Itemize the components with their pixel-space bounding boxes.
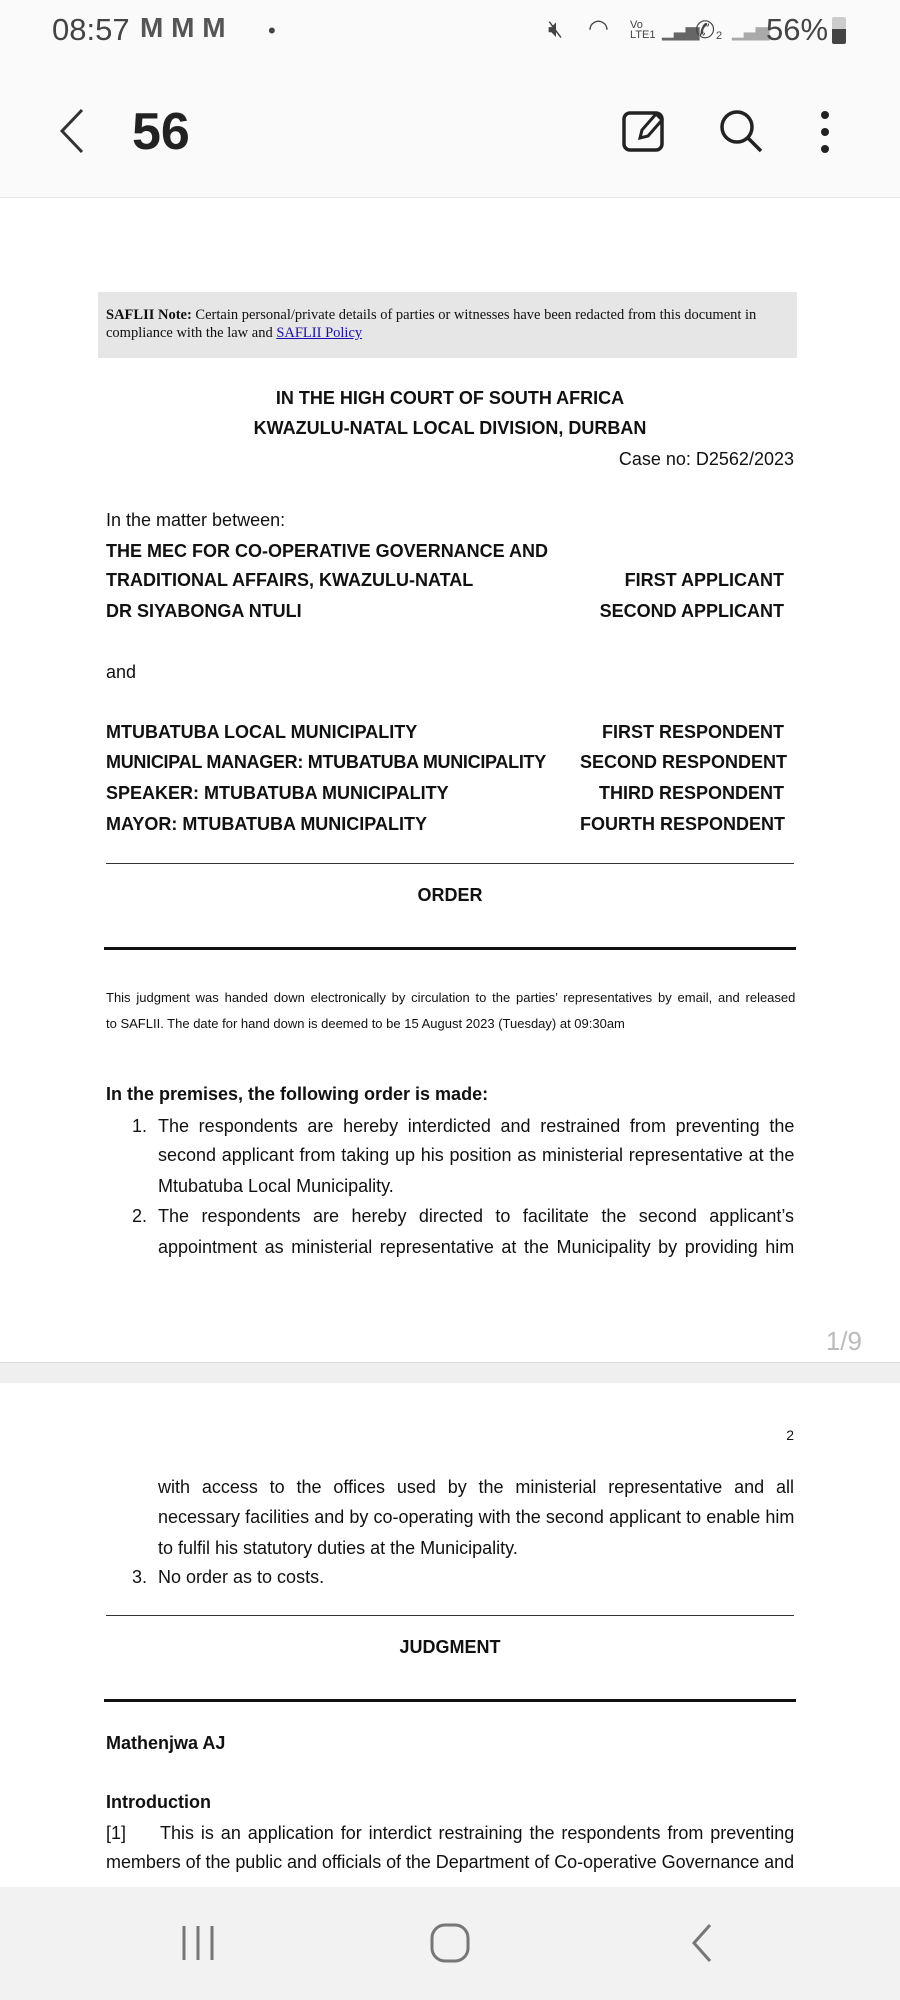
court-name: IN THE HIGH COURT OF SOUTH AFRICA: [275, 388, 625, 408]
respondent-name: SPEAKER: MTUBATUBA MUNICIPALITY: [106, 783, 449, 803]
clock: 08:57: [52, 12, 130, 47]
handdown-notice: to SAFLII. The date for hand down is deemed to be 15 August 2023 (Tuesday) at 09:30am: [106, 1016, 625, 1031]
divider-thick: [104, 947, 796, 950]
list-number: 3.: [132, 1567, 148, 1587]
pdf-page-1: [0, 199, 900, 1361]
applicant-role: FIRST APPLICANT: [624, 570, 784, 590]
order-item-line: to fulfil his statutory duties at the Municipality.: [158, 1538, 518, 1558]
signal-2-icon: ▁▃▅: [732, 20, 768, 40]
order-item-line: with access to the offices used by the ministerial representative and all: [158, 1477, 794, 1497]
page-separator: [0, 1362, 900, 1383]
saflii-policy-link[interactable]: SAFLII Policy: [276, 325, 363, 341]
note-text: Certain personal/private details of parties or witnesses have been redacted from this document in compliance with the law and: [106, 307, 757, 341]
applicant-role: SECOND APPLICANT: [599, 601, 784, 621]
list-number: 2.: [132, 1206, 148, 1226]
signal-icon: ▁▃▅: [662, 20, 698, 40]
paragraph-number: [1]: [106, 1823, 127, 1843]
applicant-name: DR SIYABONGA NTULI: [106, 601, 302, 621]
page-number: 2: [786, 1427, 794, 1443]
sim2-label: 2: [716, 30, 723, 42]
order-item-line: Mtubatuba Local Municipality.: [158, 1176, 394, 1196]
respondent-name: MUNICIPAL MANAGER: MTUBATUBA MUNICIPALITY: [106, 752, 546, 772]
page-count-title: 56: [132, 103, 190, 161]
navigation-bar: [0, 1887, 900, 2000]
battery-icon: [832, 17, 846, 44]
respondent-role: FOURTH RESPONDENT: [580, 814, 786, 834]
gmail-notification-icons: M M M: [140, 12, 226, 43]
judgment-heading: JUDGMENT: [399, 1637, 501, 1657]
respondent-role: SECOND RESPONDENT: [580, 752, 788, 772]
order-item-line: necessary facilities and by co-operating with the second applicant to enable him: [158, 1507, 795, 1527]
notification-dot: •: [268, 18, 276, 43]
wifi-calling-icon: ✆: [695, 17, 716, 44]
recent-apps-icon[interactable]: [180, 1924, 216, 1962]
divider: [106, 1615, 794, 1616]
introduction-heading: Introduction: [106, 1792, 211, 1812]
page-indicator: 1/9: [825, 1326, 862, 1356]
saflii-note: [98, 292, 797, 358]
paragraph-line: This is an application for interdict restraining the respondents from preventing: [160, 1823, 795, 1843]
divider: [106, 863, 794, 864]
case-number: Case no: D2562/2023: [618, 449, 794, 469]
and-label: and: [106, 662, 137, 682]
court-division: KWAZULU-NATAL LOCAL DIVISION, DURBAN: [253, 418, 647, 438]
judge-name: Mathenjwa AJ: [106, 1733, 226, 1753]
wifi-icon: ◠: [588, 15, 609, 42]
volte-label: Vo LTE1: [630, 19, 656, 41]
edit-icon[interactable]: [622, 108, 666, 152]
divider-thick: [104, 1699, 796, 1702]
order-item-line: second applicant from taking up his position as ministerial representative at the: [158, 1145, 795, 1165]
respondent-role: FIRST RESPONDENT: [601, 722, 784, 742]
status-bar: [0, 0, 900, 62]
matter-label: In the matter between:: [106, 510, 286, 530]
more-options-icon[interactable]: [818, 110, 832, 154]
handdown-notice: This judgment was handed down electronically by circulation to the parties’ representatives by email, and released: [106, 990, 796, 1005]
note-label: SAFLII Note:: [106, 307, 192, 323]
order-item-line: The respondents are hereby interdicted and restrained from preventing the: [158, 1116, 795, 1136]
applicant-name: TRADITIONAL AFFAIRS, KWAZULU-NATAL: [106, 570, 474, 590]
list-number: 1.: [132, 1116, 148, 1136]
order-item-line: appointment as ministerial representative at the Municipality by providing him: [158, 1237, 795, 1257]
premises-heading: In the premises, the following order is made:: [106, 1084, 489, 1104]
order-item-line: The respondents are hereby directed to facilitate the second applicant’s: [158, 1206, 795, 1226]
toolbar: [0, 62, 900, 198]
mute-icon: 🔇︎: [548, 16, 564, 43]
respondent-name: MTUBATUBA LOCAL MUNICIPALITY: [106, 722, 418, 742]
home-icon[interactable]: [430, 1923, 470, 1963]
back-icon[interactable]: [56, 108, 86, 154]
search-icon[interactable]: [718, 108, 764, 154]
battery-percent: 56%: [766, 12, 829, 47]
paragraph-line: members of the public and officials of the Department of Co-operative Governance and: [106, 1852, 795, 1872]
back-nav-icon[interactable]: [690, 1923, 714, 1963]
order-item-line: No order as to costs.: [158, 1567, 325, 1587]
applicant-name: THE MEC FOR CO-OPERATIVE GOVERNANCE AND: [106, 541, 549, 561]
respondent-role: THIRD RESPONDENT: [598, 783, 784, 803]
order-heading: ORDER: [417, 885, 483, 905]
respondent-name: MAYOR: MTUBATUBA MUNICIPALITY: [106, 814, 427, 834]
